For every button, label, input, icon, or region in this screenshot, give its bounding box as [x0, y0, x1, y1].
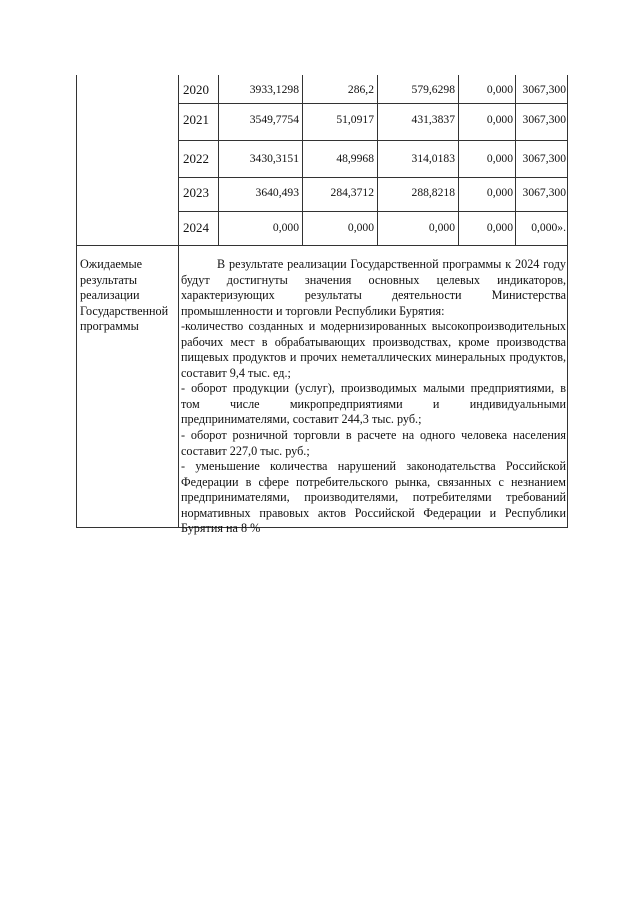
- label-line: Государственной: [80, 303, 169, 318]
- table-divider: [567, 75, 568, 528]
- label-line: Ожидаемые: [80, 257, 143, 271]
- value-cell: 0,000: [486, 186, 513, 199]
- value-cell: 3933,1298: [249, 83, 299, 96]
- result-paragraph: - оборот розничной торговли в расчете на одного человека населения составит 227,0 тыс. руб.;: [181, 428, 566, 458]
- value-cell: 3549,7754: [249, 113, 299, 126]
- label-line: реализации: [80, 288, 140, 303]
- result-paragraph: - оборот продукции (услуг), производимых малыми предприятиями, в том числе микропредприятиями и индивидуальными предпринимателями, составит 244,3 тыс. руб.;: [181, 381, 566, 427]
- table-divider: [458, 75, 459, 245]
- value-cell: 3067,300: [522, 83, 566, 96]
- value-cell: 0,000: [486, 221, 513, 234]
- table-divider: [302, 75, 303, 245]
- value-cell: 314,0183: [411, 152, 455, 165]
- value-cell: 0,000: [486, 152, 513, 165]
- value-cell: 0,000: [272, 221, 299, 234]
- table-divider: [178, 75, 179, 528]
- value-cell: 48,9968: [336, 152, 374, 165]
- value-cell: 288,8218: [411, 186, 455, 199]
- expected-results-text: [181, 257, 566, 537]
- year-cell: 2022: [183, 151, 209, 166]
- table-divider: [178, 211, 568, 212]
- value-cell: 286,2: [347, 83, 374, 96]
- result-paragraph: - уменьшение количества нарушений законодательства Российской Федерации в сфере потребительского рынка, связанных с незнанием предпринимателями, производителями, потребителями требований нормативных правовых актов Российской Федерации и Республики Бурятия на 8 %: [181, 459, 566, 536]
- year-cell: 2020: [183, 82, 209, 97]
- value-cell: 3067,300: [522, 152, 566, 165]
- value-cell: 0,000: [486, 83, 513, 96]
- table-divider: [76, 75, 77, 528]
- table-divider: [178, 103, 568, 104]
- table-divider: [178, 177, 568, 178]
- year-cell: 2023: [183, 185, 209, 200]
- year-cell: 2024: [183, 220, 209, 235]
- table-divider: [377, 75, 378, 245]
- table-divider: [178, 140, 568, 141]
- result-paragraph: В результате реализации Государственной программы к 2024 году будут достигнуты значения основных целевых индикаторов, характеризующих результаты деятельности Министерства промышленности и торговли Республики Бурятия:: [181, 257, 566, 318]
- year-cell: 2021: [183, 112, 209, 127]
- value-cell: 3430,3151: [249, 152, 299, 165]
- value-cell: 51,0917: [336, 113, 374, 126]
- value-cell: 579,6298: [411, 83, 455, 96]
- value-cell: 3640,493: [255, 186, 299, 199]
- table-divider: [218, 75, 219, 245]
- value-cell: 0,000: [428, 221, 455, 234]
- label-line: результаты: [80, 272, 138, 287]
- value-cell: 0,000».: [531, 221, 566, 234]
- result-paragraph: -количество созданных и модернизированных высокопроизводительных рабочих мест в обрабатывающих производствах, кроме производства пищевых продуктов и прочих неметаллических минеральных продуктов, составит 9,4 тыс. ед.;: [181, 319, 566, 380]
- table-divider: [76, 245, 568, 246]
- value-cell: 284,3712: [330, 186, 374, 199]
- value-cell: 3067,300: [522, 186, 566, 199]
- value-cell: 0,000: [486, 113, 513, 126]
- value-cell: 3067,300: [522, 113, 566, 126]
- value-cell: 0,000: [347, 221, 374, 234]
- expected-results-label: [80, 257, 178, 335]
- label-line: программы: [80, 319, 139, 334]
- value-cell: 431,3837: [411, 113, 455, 126]
